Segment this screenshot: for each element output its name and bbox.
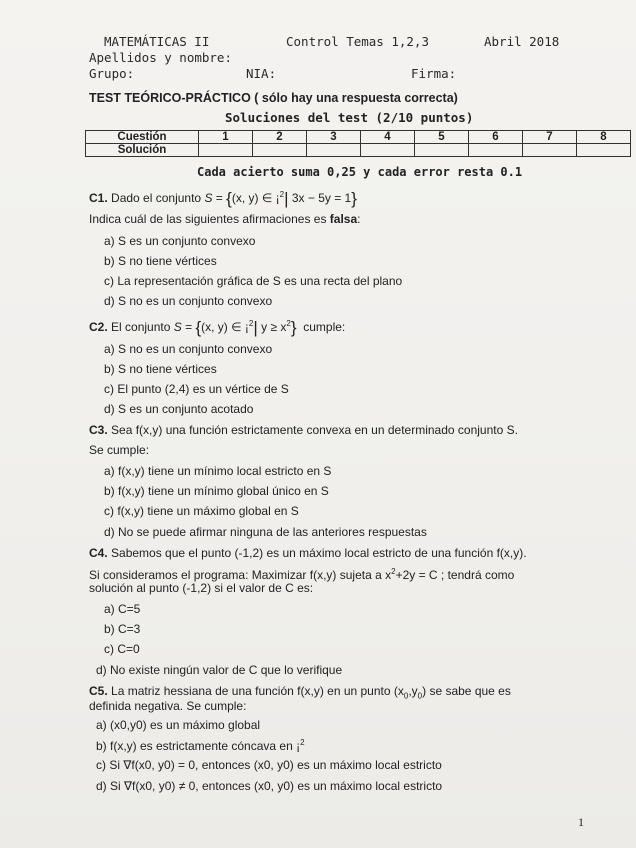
- option-c1-a: a) S es un conjunto convexo: [104, 234, 256, 248]
- group-label: Grupo:: [89, 66, 135, 81]
- question-label: C3.: [89, 423, 108, 437]
- question-text: Dado el conjunto: [111, 191, 202, 205]
- question-c4-line2: Si consideramos el programa: Maximizar f(x,y) sujeta a $x^2+2y = C$ ; tendrá como: [89, 567, 515, 582]
- solutions-table: [85, 130, 631, 157]
- option-c4-a: a) C=5: [104, 602, 141, 616]
- option-c5-b: b) f(x,y) es estrictamente cóncava en ¡$^2$: [96, 738, 305, 753]
- test-title: TEST TEÓRICO-PRÁCTICO ( sólo hay una respuesta correcta): [89, 91, 458, 105]
- table-row: [86, 131, 631, 144]
- option-c3-c: c) f(x,y) tiene un máximo global en S: [104, 504, 299, 518]
- question-number: 6: [469, 131, 523, 144]
- option-c1-b: b) S no tiene vértices: [104, 254, 217, 268]
- exam-date: Abril 2018: [484, 34, 560, 49]
- option-c4-c: c) C=0: [104, 642, 140, 656]
- option-c5-c: c) Si ∇f(x0, y0) = 0, entonces (x0, y0) es un máximo local estricto: [96, 758, 442, 772]
- question-c4: [89, 546, 527, 560]
- question-c5-line2: definida negativa. Se cumple:: [89, 699, 247, 713]
- option-c1-d: d) S no es un conjunto convexo: [104, 294, 273, 308]
- option-c2-c: c) El punto (2,4) es un vértice de S: [104, 382, 289, 396]
- answer-cell[interactable]: [307, 144, 361, 157]
- option-c3-b: b) f(x,y) tiene un mínimo global único en S: [104, 484, 329, 498]
- answer-cell[interactable]: [199, 144, 253, 157]
- question-text: Sabemos que el punto (-1,2) es un máximo local estricto de una función f(x,y).: [111, 546, 527, 560]
- name-label: Apellidos y nombre:: [89, 50, 232, 65]
- answer-cell[interactable]: [361, 144, 415, 157]
- question-text: El conjunto: [111, 320, 171, 334]
- question-c1-line2: Indica cuál de las siguientes afirmaciones es falsa:: [89, 212, 361, 226]
- exam-title: Control Temas 1,2,3: [286, 34, 429, 49]
- set-condition: 3x − 5y = 1: [291, 191, 352, 205]
- option-c5-d: d) Si ∇f(x0, y0) ≠ 0, entonces (x0, y0) es un máximo local estricto: [96, 779, 443, 793]
- question-number: 2: [253, 131, 307, 144]
- set-var: S: [173, 320, 182, 334]
- test-subtitle: Soluciones del test (2/10 puntos): [225, 110, 474, 125]
- answer-cell[interactable]: [415, 144, 469, 157]
- option-c3-a: a) f(x,y) tiene un mínimo local estricto en S: [104, 464, 332, 478]
- question-c3-line2: Se cumple:: [89, 443, 150, 457]
- question-number: 1: [199, 131, 253, 144]
- set-condition: y ≥ x: [261, 320, 287, 334]
- question-number: 3: [307, 131, 361, 144]
- set-content: (x, y) ∈ ¡: [201, 320, 249, 334]
- answer-cell[interactable]: [523, 144, 577, 157]
- signature-label: Firma:: [411, 66, 457, 81]
- table-row: [86, 144, 631, 157]
- question-text-b: cumple:: [303, 320, 346, 334]
- option-c2-d: d) S es un conjunto acotado: [104, 402, 254, 416]
- set-content: (x, y) ∈ ¡: [231, 191, 280, 205]
- subject-title: MATEMÁTICAS II: [104, 34, 210, 49]
- question-label: C5.: [89, 684, 108, 698]
- option-c4-b: b) C=3: [104, 622, 141, 636]
- solution-row-label: Solución: [86, 144, 199, 157]
- question-text: Sea f(x,y) una función estrictamente convexa en un determinado conjunto S.: [111, 423, 518, 437]
- option-c5-a: a) (x0,y0) es un máximo global: [96, 718, 261, 732]
- question-c3: [89, 423, 518, 437]
- scoring-note: Cada acierto suma 0,25 y cada error resta 0.1: [197, 165, 523, 179]
- question-c4-line3: solución al punto (-1,2) si el valor de C es:: [89, 581, 314, 595]
- question-number: 5: [415, 131, 469, 144]
- question-label: C1.: [89, 191, 108, 205]
- question-number: 8: [577, 131, 631, 144]
- question-c5: C5. La matriz hessiana de una función f(x,y) en un punto $(x_0,y_0)$ se sabe que es: [89, 684, 511, 701]
- question-number: 4: [361, 131, 415, 144]
- answer-cell[interactable]: [253, 144, 307, 157]
- nia-label: NIA:: [246, 66, 277, 81]
- option-c3-d: d) No se puede afirmar ninguna de las anteriores respuestas: [104, 525, 427, 539]
- option-c2-a: a) S no es un conjunto convexo: [104, 342, 273, 356]
- question-c2: C2. El conjunto S = {(x, y) ∈ ¡$^2$| $y \ge x^2$} cumple:: [89, 318, 346, 337]
- question-row-label: Cuestión: [86, 131, 199, 144]
- question-c1: C1. Dado el conjunto S = {(x, y) ∈ ¡$^2$| 3x − 5y = 1}: [89, 189, 357, 208]
- page-number: 1: [578, 815, 584, 829]
- question-number: 7: [523, 131, 577, 144]
- set-var: S: [204, 191, 213, 205]
- option-c1-c: c) La representación gráfica de S es una recta del plano: [104, 274, 403, 288]
- option-c2-b: b) S no tiene vértices: [104, 362, 217, 376]
- question-label: C2.: [89, 320, 108, 334]
- option-c4-d: d) No existe ningún valor de C que lo verifique: [96, 663, 343, 677]
- answer-cell[interactable]: [577, 144, 631, 157]
- answer-cell[interactable]: [469, 144, 523, 157]
- question-label: C4.: [89, 546, 108, 560]
